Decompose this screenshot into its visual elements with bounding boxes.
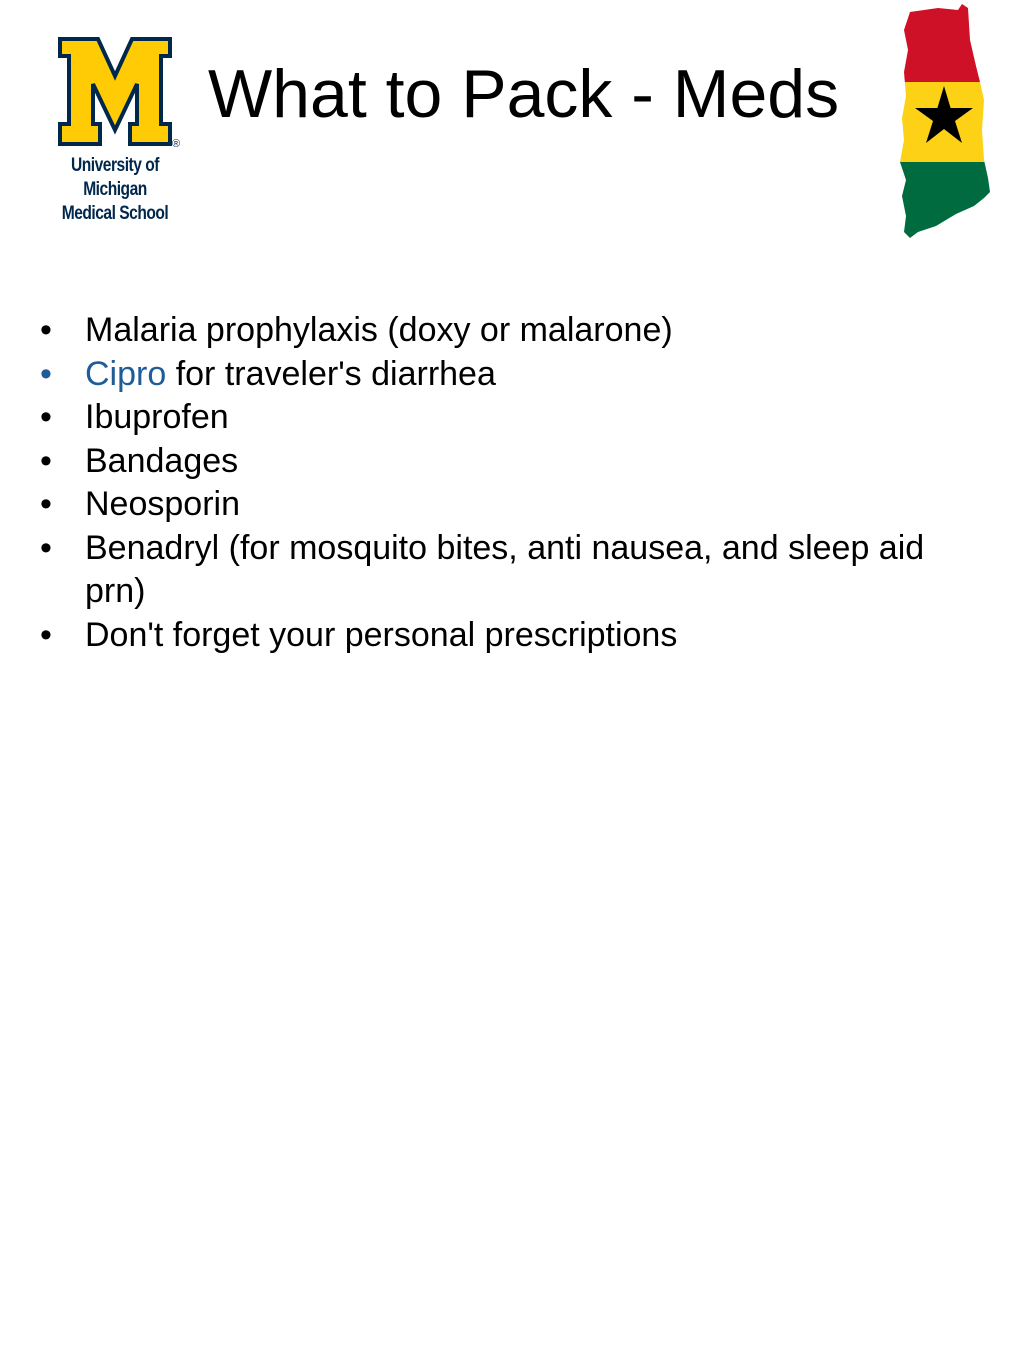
bullet-icon: •: [40, 441, 52, 480]
logo-caption: [45, 154, 184, 226]
list-item-text: Don't forget your personal prescriptions: [85, 615, 678, 654]
logo-line-school: Medical School: [61, 203, 169, 224]
list-item-text: for traveler's diarrhea: [166, 354, 496, 393]
bullet-icon: •: [40, 528, 52, 567]
list-item: [40, 440, 980, 484]
list-item: [40, 396, 980, 440]
university-logo: [30, 34, 200, 224]
list-item: [40, 483, 980, 527]
block-m-icon: [30, 34, 200, 154]
list-item: [40, 353, 980, 397]
list-item-text: Bandages: [85, 441, 239, 480]
list-item-text: Ibuprofen: [85, 398, 229, 436]
bullet-icon: •: [40, 311, 52, 349]
logo-line-university: University of Michigan: [71, 155, 159, 200]
ghana-flag-map-icon: [896, 0, 1000, 244]
registered-mark: ®: [172, 138, 181, 150]
list-item: [40, 309, 980, 353]
ghana-flag-map: [896, 0, 1000, 244]
bullet-icon: •: [40, 354, 52, 393]
list-item-accent-text: Cipro: [85, 354, 167, 393]
bullet-icon: •: [40, 615, 52, 654]
meds-list: [40, 309, 980, 657]
slide-title: What to Pack - Meds: [208, 56, 840, 132]
list-item-text: Neosporin: [85, 485, 240, 523]
list-item-text: Benadryl (for mosquito bites, anti nausea, and sleep aid prn): [85, 528, 925, 610]
bullet-icon: •: [40, 398, 52, 436]
bullet-icon: •: [40, 485, 52, 523]
list-item-text: Malaria prophylaxis (doxy or malarone): [85, 311, 673, 349]
list-item: [40, 527, 980, 614]
list-item: [40, 614, 980, 658]
